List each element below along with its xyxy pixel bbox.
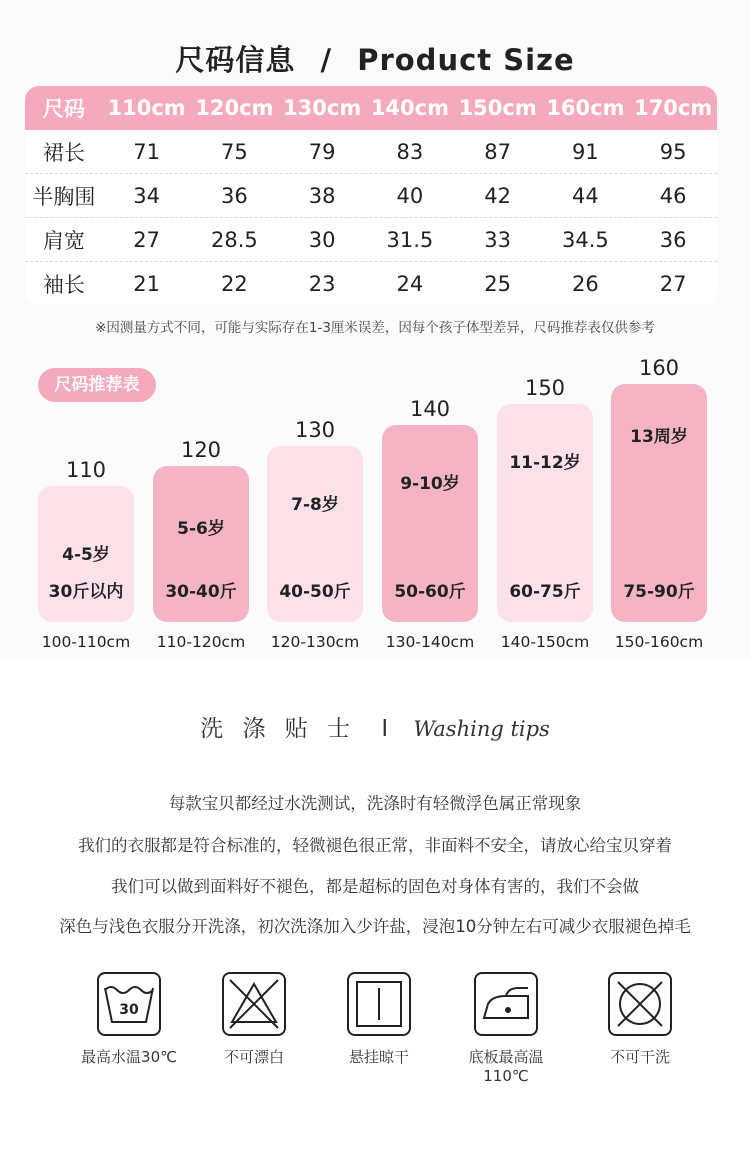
- table-cell: 46: [659, 183, 687, 208]
- table-cell: 34: [133, 183, 161, 208]
- rec-weight: 75-90斤: [623, 582, 695, 602]
- table-cell: 79: [308, 139, 336, 164]
- table-cell: 21: [133, 271, 161, 296]
- rec-range: 140-150cm: [500, 633, 590, 651]
- rec-age: 4-5岁: [62, 545, 110, 565]
- icon-label: 不可漂白: [223, 1048, 284, 1066]
- table-cell: 31.5: [386, 227, 434, 252]
- rec-bar: [38, 486, 134, 622]
- washing-title-en: Washing tips: [413, 717, 550, 741]
- rec-bar: [153, 466, 249, 622]
- rec-range: 110-120cm: [156, 633, 246, 651]
- table-cell: 40: [396, 183, 424, 208]
- measurement-note: ※因测量方式不同，可能与实际存在1-3厘米误差，因每个孩子体型差异，尺码推荐表仅供参考: [95, 320, 655, 336]
- row-label: 袖长: [42, 272, 85, 297]
- title-separator: /: [320, 43, 333, 77]
- no-bleach-icon: [222, 972, 286, 1036]
- table-cell: 42: [484, 183, 512, 208]
- row-label: 裙长: [42, 140, 85, 165]
- rec-range: 120-130cm: [270, 633, 360, 651]
- header-cell: 120cm: [195, 96, 274, 120]
- iron-110-icon: [474, 972, 538, 1036]
- row-label: 肩宽: [42, 228, 85, 253]
- rec-bar: [611, 384, 707, 622]
- rec-range: 150-160cm: [614, 633, 704, 651]
- table-cell: 25: [484, 271, 512, 296]
- table-cell: 27: [133, 227, 161, 252]
- icon-label: 底板最高温110℃: [468, 1048, 544, 1085]
- table-cell: 28.5: [211, 227, 258, 252]
- rec-weight: 30斤以内: [48, 582, 124, 602]
- table-cell: 38: [308, 183, 336, 208]
- table-cell: 33: [484, 227, 512, 252]
- table-cell: 26: [572, 271, 599, 296]
- rec-range: 100-110cm: [41, 633, 131, 651]
- washing-title-separator: I: [381, 716, 389, 742]
- table-cell: 24: [396, 271, 424, 296]
- rec-age: 11-12岁: [509, 453, 581, 473]
- header-cell: 130cm: [283, 96, 362, 120]
- rec-bar: [497, 404, 593, 622]
- header-cell: 170cm: [634, 96, 713, 120]
- rec-size: 140: [409, 397, 451, 421]
- header-cell: 110cm: [107, 96, 186, 120]
- rec-range: 130-140cm: [385, 633, 475, 651]
- rec-weight: 30-40斤: [165, 582, 237, 602]
- table-cell: 34.5: [562, 227, 609, 252]
- rec-weight: 50-60斤: [394, 582, 466, 602]
- table-cell: 71: [133, 139, 161, 164]
- header-cell: 140cm: [370, 96, 449, 120]
- rec-age: 13周岁: [630, 427, 688, 447]
- table-cell: 36: [659, 227, 687, 252]
- icon-label: 悬挂晾干: [348, 1048, 409, 1066]
- rec-age: 9-10岁: [400, 474, 460, 494]
- table-cell: 36: [221, 183, 248, 208]
- icon-label: 最高水温30℃: [81, 1048, 177, 1066]
- table-cell: 87: [484, 139, 512, 164]
- table-row: [25, 130, 717, 174]
- header-cell: 尺码: [42, 97, 85, 121]
- washing-title: [0, 710, 750, 743]
- table-cell: 30: [308, 227, 336, 252]
- table-row: [25, 262, 717, 305]
- washing-paragraph: 我们的衣服都是符合标准的，轻微褪色很正常，非面料不安全，请放心给宝贝穿着: [78, 836, 672, 855]
- table-cell: 44: [572, 183, 599, 208]
- table-row: [25, 218, 717, 262]
- title-cn: 尺码信息: [175, 43, 296, 77]
- recommend-label: 尺码推荐表: [38, 368, 156, 402]
- table-cell: 23: [308, 271, 336, 296]
- table-cell: 95: [659, 139, 687, 164]
- rec-weight: 60-75斤: [509, 582, 581, 602]
- wash-temp-text: 30: [119, 1002, 139, 1018]
- table-cell: 22: [221, 271, 248, 296]
- hang-dry-icon: [347, 972, 411, 1036]
- table-cell: 83: [396, 139, 424, 164]
- rec-size: 130: [294, 418, 336, 442]
- table-row: [25, 174, 717, 218]
- rec-size: 160: [638, 356, 680, 380]
- rec-bar: [382, 425, 478, 622]
- washing-paragraph: 深色与浅色衣服分开洗涤，初次洗涤加入少许盐，浸泡10分钟左右可减少衣服褪色掉毛: [59, 917, 691, 936]
- rec-bar: [267, 446, 363, 622]
- washing-title-cn: 洗 涤 贴 士: [200, 716, 357, 742]
- washing-paragraph: 每款宝贝都经过水洗测试，洗涤时有轻微浮色属正常现象: [168, 794, 582, 813]
- title-en: Product Size: [357, 43, 575, 77]
- row-label: 半胸围: [32, 184, 96, 209]
- wash-30-icon: [97, 972, 161, 1036]
- size-table-header: [25, 86, 717, 130]
- icon-label: 不可干洗: [609, 1048, 670, 1066]
- size-table: [25, 86, 717, 305]
- table-cell: 75: [221, 139, 248, 164]
- header-cell: 150cm: [458, 96, 537, 120]
- rec-size: 120: [180, 438, 222, 462]
- table-cell: 27: [659, 271, 687, 296]
- header-cell: 160cm: [546, 96, 625, 120]
- page-title: [0, 38, 750, 79]
- table-cell: 91: [572, 139, 599, 164]
- rec-weight: 40-50斤: [279, 582, 351, 602]
- washing-paragraph: 我们可以做到面料好不褪色，都是超标的固色对身体有害的，我们不会做: [111, 877, 639, 896]
- no-dry-clean-icon: [608, 972, 672, 1036]
- rec-size: 150: [524, 376, 566, 400]
- rec-age: 5-6岁: [177, 519, 225, 539]
- rec-size: 110: [65, 458, 107, 482]
- rec-age: 7-8岁: [291, 495, 339, 515]
